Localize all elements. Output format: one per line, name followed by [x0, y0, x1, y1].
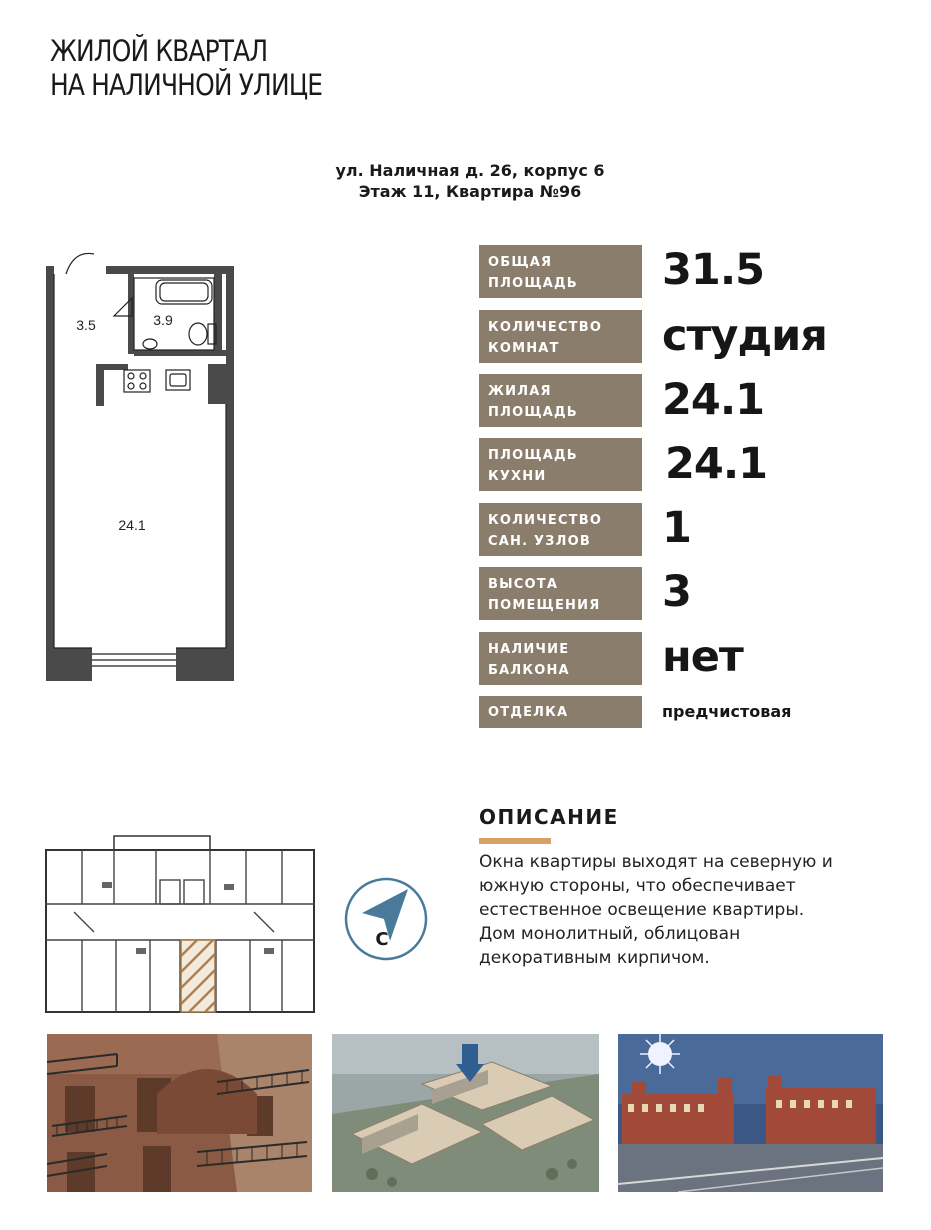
label-line: ВЫСОТА: [488, 577, 559, 592]
label-line: ЖИЛАЯ: [488, 384, 552, 399]
param-value: 3: [662, 567, 691, 617]
aerial-render-photo: [332, 1034, 599, 1192]
param-label: [479, 567, 642, 620]
label-line: КОМНАТ: [488, 341, 560, 356]
param-label: [479, 438, 642, 491]
description-text: [479, 850, 879, 970]
label-line: ПЛОЩАДЬ: [488, 448, 578, 463]
description-heading: ОПИСАНИЕ: [479, 805, 619, 829]
apartment-floor-plan: [44, 246, 238, 686]
description-accent-bar: [479, 838, 551, 844]
param-value: предчистовая: [662, 702, 792, 721]
apartment-address: [290, 160, 650, 202]
param-value: 1: [662, 503, 691, 553]
hall-area-label: 3.5: [76, 317, 96, 333]
param-label: [479, 503, 642, 556]
room-area-label: 24.1: [118, 517, 146, 533]
param-value: студия: [662, 311, 827, 361]
floor-apartment-line: Этаж 11, Квартира №96: [358, 182, 582, 201]
compass-icon: [342, 875, 430, 963]
building-floor-plan: [44, 832, 316, 1014]
description-line: естественное освещение квартиры.: [479, 900, 805, 920]
title-line-1: ЖИЛОЙ КВАРТАЛ: [50, 34, 268, 68]
label-line: ОБЩАЯ: [488, 255, 553, 270]
label-line: КУХНИ: [488, 469, 547, 484]
param-label: [479, 696, 642, 728]
title-line-2: НА НАЛИЧНОЙ УЛИЦЕ: [50, 68, 323, 102]
param-value: 24.1: [662, 375, 765, 425]
facade-photo: [47, 1034, 312, 1192]
param-label: [479, 632, 642, 685]
page-title: [50, 34, 450, 102]
address-line: ул. Наличная д. 26, корпус 6: [335, 161, 605, 180]
param-label: [479, 374, 642, 427]
label-line: КОЛИЧЕСТВО: [488, 513, 603, 528]
label-line: ПЛОЩАДЬ: [488, 405, 578, 420]
param-label: [479, 245, 642, 298]
label-line: КОЛИЧЕСТВО: [488, 320, 603, 335]
param-value: 31.5: [662, 245, 765, 295]
param-value: нет: [662, 632, 743, 682]
param-value: 24.1: [665, 439, 768, 489]
description-line: декоративным кирпичом.: [479, 948, 710, 968]
label-line: БАЛКОНА: [488, 663, 570, 678]
bath-area-label: 3.9: [153, 312, 173, 328]
label-line: ПЛОЩАДЬ: [488, 276, 578, 291]
compass-letter: С: [375, 929, 389, 950]
description-line: южную стороны, что обеспечивает: [479, 876, 796, 896]
label-line: ПОМЕЩЕНИЯ: [488, 598, 601, 613]
label-line: ОТДЕЛКА: [488, 705, 569, 720]
label-line: НАЛИЧИЕ: [488, 642, 570, 657]
description-line: Дом монолитный, облицован: [479, 924, 741, 944]
param-label: [479, 310, 642, 363]
label-line: САН. УЗЛОВ: [488, 534, 591, 549]
description-line: Окна квартиры выходят на северную и: [479, 852, 833, 872]
street-view-photo: [618, 1034, 883, 1192]
